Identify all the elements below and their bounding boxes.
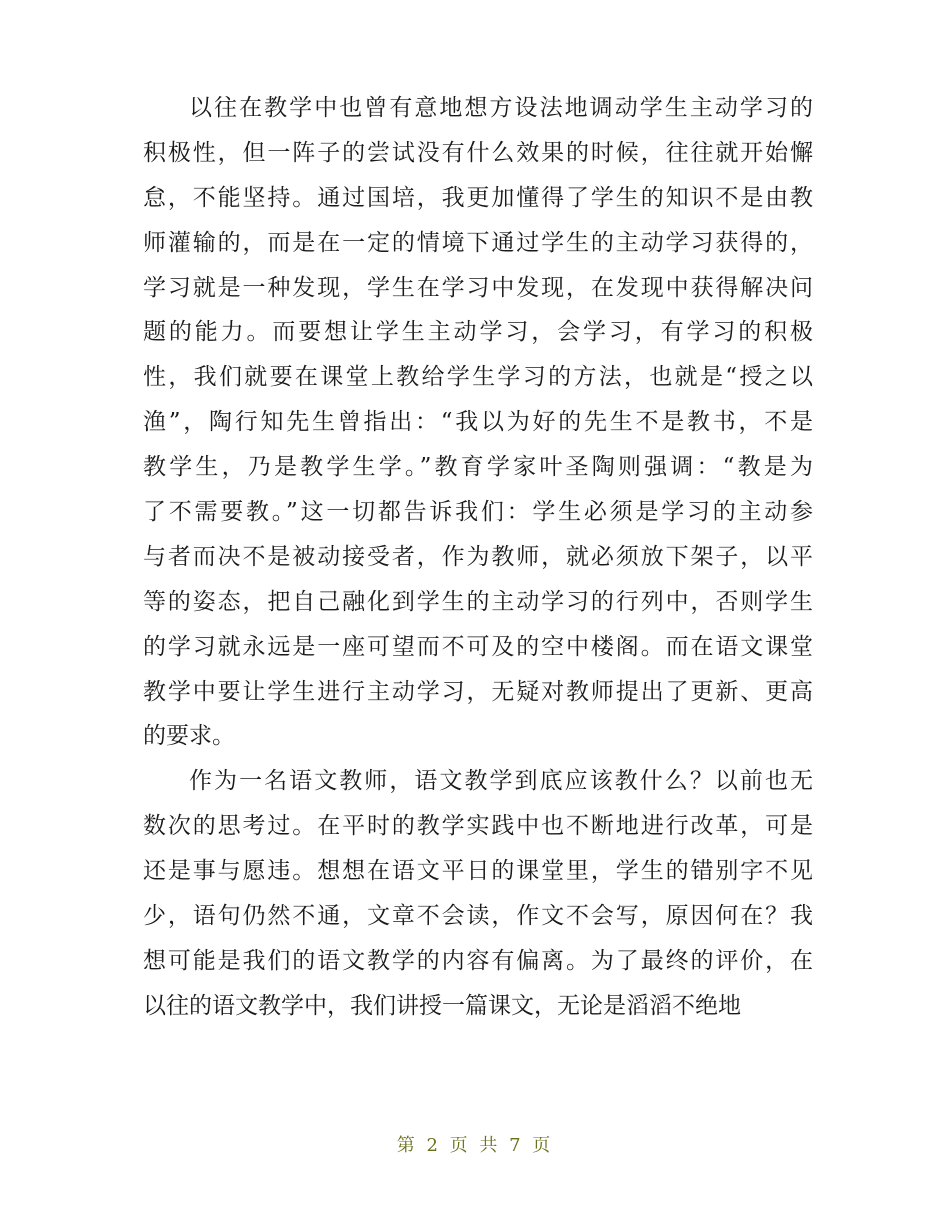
paragraph-2-line-5: 想可能是我们的语文教学的内容有偏离。为了最终的评价，在 bbox=[143, 947, 813, 974]
paragraph-1-line-6: 题的能力。而要想让学生主动学习，会学习，有学习的积极 bbox=[143, 319, 813, 346]
paragraph-2-line-4: 少，语句仍然不通，文章不会读，作文不会写，原因何在？我 bbox=[143, 903, 813, 930]
paragraph-1-line-9: 教学生，乃是教学生学。”教育学家叶圣陶则强调：“教是为 bbox=[143, 454, 813, 481]
paragraph-1-line-10: 了不需要教。”这一切都告诉我们：学生必须是学习的主动参 bbox=[143, 499, 813, 526]
paragraph-1-line-12: 等的姿态，把自己融化到学生的主动学习的行列中，否则学生 bbox=[143, 588, 813, 615]
paragraph-2-line-2: 数次的思考过。在平时的教学实践中也不断地进行改革，可是 bbox=[143, 813, 813, 840]
paragraph-1-line-15: 的要求。 bbox=[143, 723, 235, 750]
document-body bbox=[143, 86, 813, 1029]
paragraph-1-line-1: 以往在教学中也曾有意地想方设法地调动学生主动学习的 bbox=[189, 95, 813, 121]
paragraph-1-line-3: 怠，不能坚持。通过国培，我更加懂得了学生的知识不是由教 bbox=[143, 184, 813, 211]
page-footer: 第 2 页 共 7 页 bbox=[396, 1135, 554, 1156]
paragraph-1-line-7: 性，我们就要在课堂上教给学生学习的方法，也就是“授之以 bbox=[143, 364, 813, 391]
paragraph-1-line-11: 与者而决不是被动接受者，作为教师，就必须放下架子，以平 bbox=[143, 543, 813, 570]
paragraph-1-line-14: 教学中要让学生进行主动学习，无疑对教师提出了更新、更高 bbox=[143, 678, 813, 705]
paragraph-2-line-3: 还是事与愿违。想想在语文平日的课堂里，学生的错别字不见 bbox=[143, 858, 813, 885]
paragraph-2-line-1: 作为一名语文教师，语文教学到底应该教什么？以前也无 bbox=[189, 768, 813, 795]
paragraph-1-line-5: 学习就是一种发现，学生在学习中发现，在发现中获得解决问 bbox=[143, 274, 813, 301]
paragraph-1-line-13: 的学习就永远是一座可望而不可及的空中楼阁。而在语文课堂 bbox=[143, 633, 813, 660]
paragraph-1-line-4: 师灌输的，而是在一定的情境下通过学生的主动学习获得的， bbox=[143, 229, 813, 256]
paragraph-2-line-6: 以往的语文教学中，我们讲授一篇课文，无论是滔滔不绝地 bbox=[143, 992, 741, 1019]
paragraph-1-line-8: 渔”，陶行知先生曾指出：“我以为好的先生不是教书，不是 bbox=[143, 409, 813, 436]
paragraph-1-line-2: 积极性，但一阵子的尝试没有什么效果的时候，往往就开始懈 bbox=[143, 139, 813, 166]
